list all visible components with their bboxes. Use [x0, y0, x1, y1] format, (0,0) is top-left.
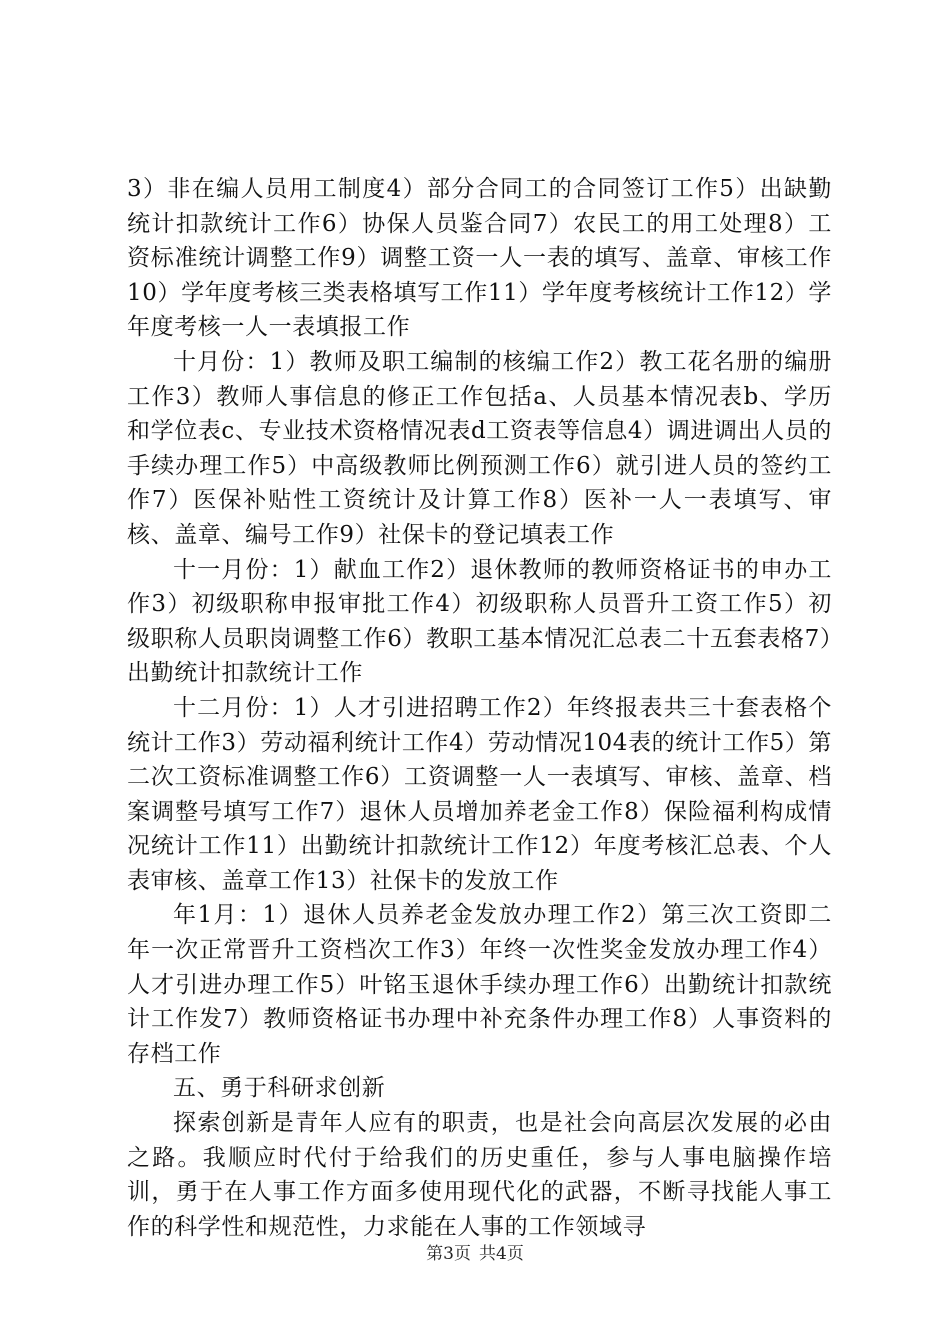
- paragraph-november: 十一月份：1）献血工作2）退休教师的教师资格证书的申办工作3）初级职称申报审批工作4）初级职称人员晋升工资工作5）初级职称人员职岗调整工作6）教职工基本情况汇总表二十五套表格7）出勤统计扣款统计工作: [127, 556, 832, 687]
- paragraph-january: 年1月：1）退休人员养老金发放办理工作2）第三次工资即二年一次正常晋升工资档次工作3）年终一次性奖金发放办理工作4）人才引进办理工作5）叶铭玉退休手续办理工作6）出勤统计扣款统计工作发7）教师资格证书办理中补充条件办理工作8）人事资料的存档工作: [127, 902, 832, 1067]
- document-body: [127, 172, 832, 1244]
- paragraph-october: 十月份：1）教师及职工编制的核编工作2）教工花名册的编册工作3）教师人事信息的修正工作包括a、人员基本情况表b、学历和学位表c、专业技术资格情况表d工资表等信息4）调进调出人员的手续办理工作5）中高级教师比例预测工作6）就引进人员的签约工作7）医保补贴性工资统计及计算工作8）医补一人一表填写、审核、盖章、编号工作9）社保卡的登记填表工作: [127, 348, 832, 548]
- paragraph-december: 十二月份：1）人才引进招聘工作2）年终报表共三十套表格个统计工作3）劳动福利统计工作4）劳动情况104表的统计工作5）第二次工资标准调整工作6）工资调整一人一表填写、审核、盖章、档案调整号填写工作7）退休人员增加养老金工作8）保险福利构成情况统计工作11）出勤统计扣款统计工作12）年度考核汇总表、个人表审核、盖章工作13）社保卡的发放工作: [127, 694, 832, 894]
- page-footer: [0, 1243, 950, 1265]
- page-number: 第3页: [426, 1244, 471, 1264]
- paragraph-continuation: 3）非在编人员用工制度4）部分合同工的合同签订工作5）出缺勤统计扣款统计工作6）协保人员鉴合同7）农民工的用工处理8）工资标准统计调整工作9）调整工资一人一表的填写、盖章、审核工作10）学年度考核三类表格填写工作11）学年度考核统计工作12）学年度考核一人一表填报工作: [127, 176, 832, 341]
- page-total: 共4页: [479, 1244, 524, 1264]
- section-heading: 五、勇于科研求创新: [173, 1075, 386, 1102]
- paragraph-innovation: 探索创新是青年人应有的职责，也是社会向高层次发展的必由之路。我顺应时代付于给我们的历史重任，参与人事电脑操作培训，勇于在人事工作方面多使用现代化的武器，不断寻找能人事工作的科学性和规范性，力求能在人事的工作领域寻: [127, 1110, 832, 1240]
